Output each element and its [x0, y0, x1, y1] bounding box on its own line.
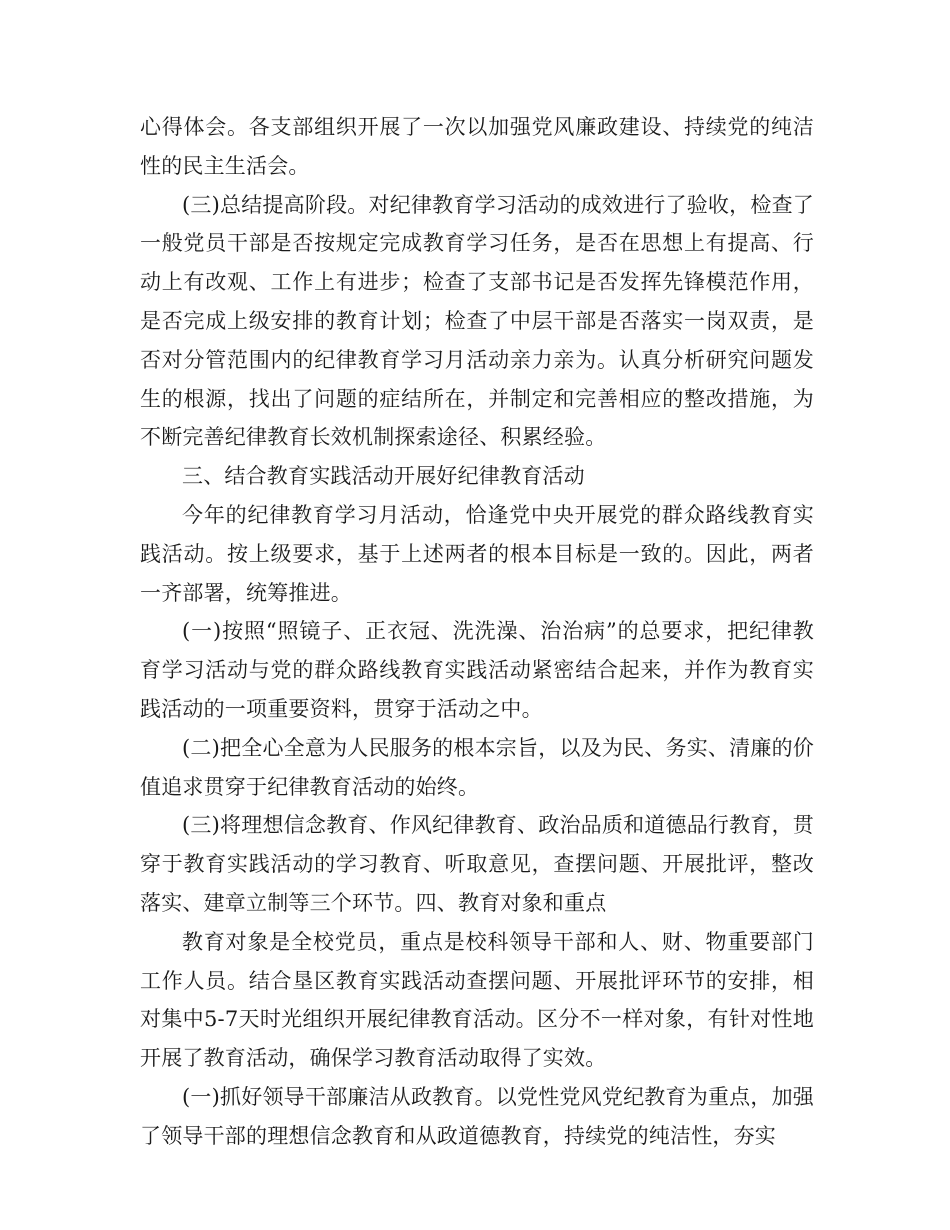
paragraph-9: (一)抓好领导干部廉洁从政教育。以党性党风党纪教育为重点，加强了领导干部的理想信念教育和从政道德教育，持续党的纯洁性，夯实	[140, 1084, 814, 1148]
section-heading: 三、结合教育实践活动开展好纪律教育活动	[182, 464, 585, 489]
paragraph-7: (三)将理想信念教育、作风纪律教育、政治品质和道德品行教育，贯穿于教育实践活动的学习教育、听取意见，查摆问题、开展批评，整改落实、建章立制等三个环节。四、教育对象和重点	[140, 813, 814, 915]
document-body	[140, 108, 814, 1156]
paragraph-4: 今年的纪律教育学习月活动，恰逢党中央开展党的群众路线教育实践活动。按上级要求，基于上述两者的根本目标是一致的。因此，两者一齐部署，统筹推进。	[140, 502, 814, 605]
paragraph-5: (一)按照“照镜子、正衣冠、洗洗澡、治治病”的总要求，把纪律教育学习活动与党的群众路线教育实践活动紧密结合起来，并作为教育实践活动的一项重要资料，贯穿于活动之中。	[140, 619, 814, 721]
paragraph-6: (二)把全心全意为人民服务的根本宗旨，以及为民、务实、清廉的价值追求贯穿于纪律教育活动的始终。	[140, 735, 814, 799]
paragraph-2: (三)总结提高阶段。对纪律教育学习活动的成效进行了验收，检查了一般党员干部是否按规定完成教育学习任务，是否在思想上有提高、行动上有改观、工作上有进步；检查了支部书记是否发挥先锋模范作用，是否完成上级安排的教育计划；检查了中层干部是否落实一岗双责，是否对分管范围内的纪律教育学习月活动亲力亲为。认真分析研究问题发生的根源，找出了问题的症结所在，并制定和完善相应的整改措施，为不断完善纪律教育长效机制探索途径、积累经验。	[140, 192, 814, 450]
paragraph-1: 心得体会。各支部组织开展了一次以加强党风廉政建设、持续党的纯洁性的民主生活会。	[140, 115, 814, 178]
paragraph-8: 教育对象是全校党员，重点是校科领导干部和人、财、物重要部门工作人员。结合垦区教育实践活动查摆问题、开展批评环节的安排，相对集中5-7天时光组织开展纪律教育活动。区分不一样对象，有针对性地开展了教育活动，确保学习教育活动取得了实效。	[140, 929, 814, 1071]
